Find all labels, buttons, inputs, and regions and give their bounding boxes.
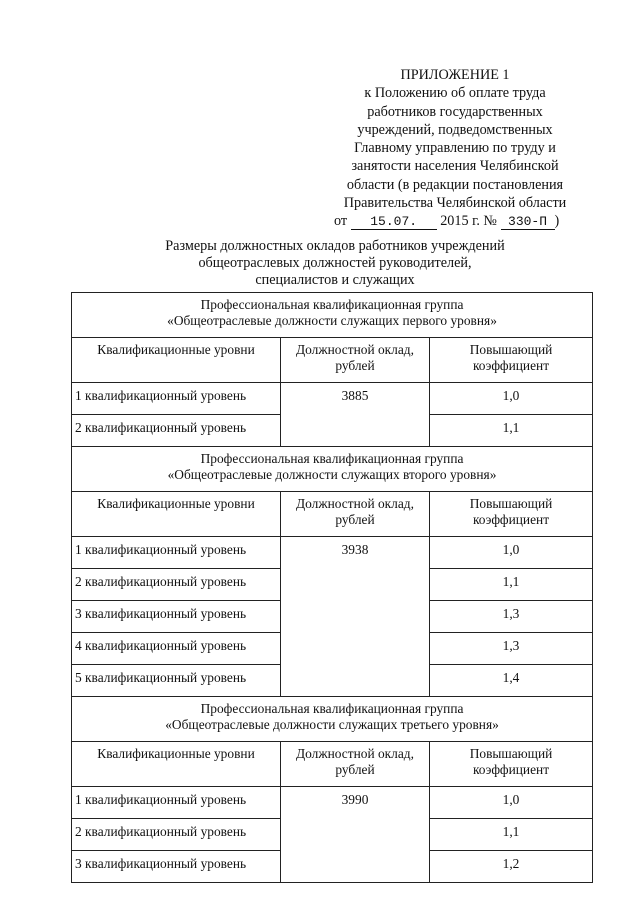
level-cell: 2 квалификационный уровень bbox=[72, 569, 281, 601]
order-number: 330-П bbox=[501, 215, 555, 230]
salary-cell: 3990 bbox=[281, 787, 430, 883]
order-suffix: ) bbox=[554, 213, 560, 230]
column-header-row bbox=[72, 742, 593, 787]
salary-cell: 3938 bbox=[281, 537, 430, 697]
group-title: Профессиональная квалификационная группа bbox=[200, 297, 464, 312]
coefficient-cell: 1,1 bbox=[430, 819, 593, 851]
column-header-coefficient: Повышающий коэффициент bbox=[430, 492, 593, 537]
coefficient-cell: 1,0 bbox=[430, 383, 593, 415]
level-cell: 1 квалификационный уровень bbox=[72, 383, 281, 415]
document-title bbox=[100, 238, 570, 289]
order-reference bbox=[320, 212, 590, 230]
appendix-title: ПРИЛОЖЕНИЕ 1 bbox=[400, 67, 510, 83]
coefficient-cell: 1,1 bbox=[430, 569, 593, 601]
level-cell: 3 квалификационный уровень bbox=[72, 851, 281, 883]
appendix-line: к Положению об оплате труда bbox=[364, 85, 546, 102]
column-header-levels: Квалификационные уровни bbox=[72, 742, 281, 787]
document-title-line: общеотраслевых должностей руководителей, bbox=[198, 255, 472, 271]
column-header-salary: Должностной оклад, рублей bbox=[281, 338, 430, 383]
level-cell: 5 квалификационный уровень bbox=[72, 665, 281, 697]
column-header-levels: Квалификационные уровни bbox=[72, 492, 281, 537]
appendix-line: Главному управлению по труду и bbox=[354, 140, 556, 157]
group-title: Профессиональная квалификационная группа bbox=[200, 451, 464, 466]
level-cell: 1 квалификационный уровень bbox=[72, 787, 281, 819]
level-cell: 2 квалификационный уровень bbox=[72, 415, 281, 447]
column-header-levels: Квалификационные уровни bbox=[72, 338, 281, 383]
column-header-salary: Должностной оклад, рублей bbox=[281, 742, 430, 787]
coefficient-cell: 1,3 bbox=[430, 633, 593, 665]
order-prefix: от bbox=[334, 213, 348, 230]
group-header-row bbox=[72, 447, 593, 492]
group-subtitle: «Общеотраслевые должности служащих второго уровня» bbox=[167, 467, 497, 482]
level-cell: 3 квалификационный уровень bbox=[72, 601, 281, 633]
column-header-coefficient: Повышающий коэффициент bbox=[430, 742, 593, 787]
appendix-line: занятости населения Челябинской bbox=[351, 158, 559, 175]
table-row bbox=[72, 537, 593, 569]
order-date: 15.07. bbox=[351, 215, 437, 230]
group-header-row bbox=[72, 293, 593, 338]
group-title-cell bbox=[72, 293, 593, 338]
appendix-line: работников государственных bbox=[367, 103, 543, 120]
group-header-row bbox=[72, 697, 593, 742]
level-cell: 2 квалификационный уровень bbox=[72, 819, 281, 851]
table-row bbox=[72, 383, 593, 415]
appendix-header bbox=[320, 66, 590, 231]
order-year: 2015 г. № bbox=[440, 213, 497, 230]
column-header-row bbox=[72, 492, 593, 537]
appendix-line: области (в редакции постановления bbox=[346, 176, 564, 193]
group-subtitle: «Общеотраслевые должности служащих третьего уровня» bbox=[165, 717, 499, 732]
appendix-line: Правительства Челябинской области bbox=[343, 195, 567, 212]
group-title: Профессиональная квалификационная группа bbox=[200, 701, 464, 716]
coefficient-cell: 1,2 bbox=[430, 851, 593, 883]
group-title-cell bbox=[72, 447, 593, 492]
level-cell: 1 квалификационный уровень bbox=[72, 537, 281, 569]
level-cell: 4 квалификационный уровень bbox=[72, 633, 281, 665]
coefficient-cell: 1,1 bbox=[430, 415, 593, 447]
coefficient-cell: 1,0 bbox=[430, 787, 593, 819]
coefficient-cell: 1,4 bbox=[430, 665, 593, 697]
group-title-cell bbox=[72, 697, 593, 742]
document-title-line: специалистов и служащих bbox=[255, 272, 415, 288]
column-header-row bbox=[72, 338, 593, 383]
salary-table bbox=[71, 292, 593, 883]
document-title-line: Размеры должностных окладов работников учреждений bbox=[165, 238, 505, 254]
salary-cell: 3885 bbox=[281, 383, 430, 447]
appendix-line: учреждений, подведомственных bbox=[357, 121, 553, 138]
coefficient-cell: 1,0 bbox=[430, 537, 593, 569]
group-subtitle: «Общеотраслевые должности служащих первого уровня» bbox=[167, 313, 497, 328]
column-header-salary: Должностной оклад, рублей bbox=[281, 492, 430, 537]
column-header-coefficient: Повышающий коэффициент bbox=[430, 338, 593, 383]
coefficient-cell: 1,3 bbox=[430, 601, 593, 633]
table-row bbox=[72, 787, 593, 819]
